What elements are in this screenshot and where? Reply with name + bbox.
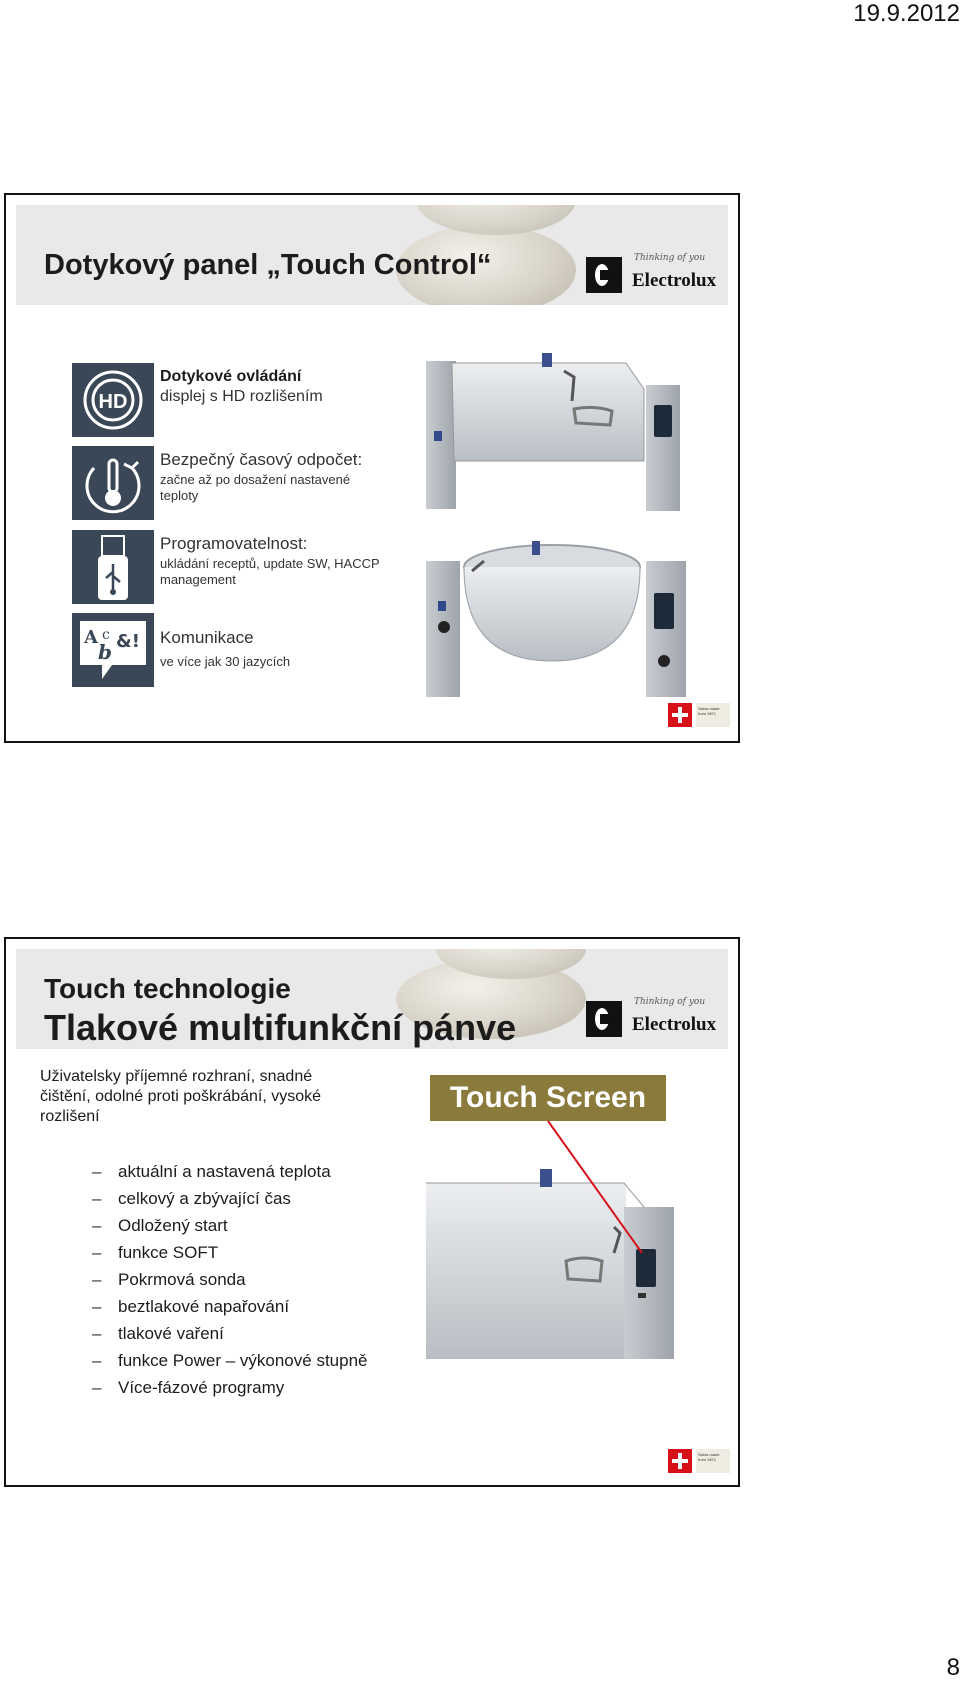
list-item: – Odložený start — [118, 1215, 388, 1236]
feature-timer — [160, 449, 380, 504]
feature-title: Programovatelnost: — [160, 534, 308, 553]
feature-subtitle: displej s HD rozlišením — [160, 388, 323, 405]
language-letters-icon — [72, 613, 154, 687]
kettle-open-image — [424, 531, 692, 701]
list-item: – Pokrmová sonda — [118, 1269, 388, 1290]
feature-title: Bezpečný časový odpočet: — [160, 450, 363, 469]
logo-tagline: Thinking of you — [634, 997, 706, 1007]
swiss-badge: Swiss made from 1871 — [696, 1449, 730, 1473]
feature-programmability — [160, 533, 380, 588]
logo-tagline: Thinking of you — [634, 253, 706, 263]
slide-title: Dotykový panel „Touch Control“ — [44, 249, 492, 281]
feature-title: Dotykové ovládání — [160, 368, 302, 385]
svg-text:b: b — [98, 640, 112, 664]
touch-screen-label: Touch Screen — [430, 1075, 666, 1121]
electrolux-mark-icon — [586, 1001, 622, 1037]
feature-languages — [160, 627, 380, 670]
list-item: – beztlakové napařování — [118, 1296, 388, 1317]
electrolux-logo — [586, 997, 718, 1045]
kettle-closed-image — [424, 343, 692, 513]
slide-touch-control — [4, 193, 740, 743]
electrolux-logo — [586, 253, 718, 301]
intro-text: Uživatelsky příjemné rozhraní, snadné čištění, odolné proti poškrábání, vysoké rozlišení — [40, 1068, 322, 1125]
swiss-flag-icon — [668, 1449, 692, 1473]
svg-text:A: A — [84, 627, 98, 648]
page-number: 8 — [946, 1654, 960, 1681]
svg-text:c: c — [102, 627, 110, 643]
feature-list — [118, 1161, 388, 1404]
list-item: – aktuální a nastavená teplota — [118, 1161, 388, 1182]
list-item: – celkový a zbývající čas — [118, 1188, 388, 1209]
list-item: – funkce SOFT — [118, 1242, 388, 1263]
hd-icon — [72, 363, 154, 437]
usb-icon — [72, 530, 154, 604]
slide-title-line2: Tlakové multifunkční pánve — [44, 1007, 517, 1048]
thermometer-timer-icon — [72, 446, 154, 520]
slide-touch-technology — [4, 937, 740, 1487]
feature-title: Komunikace — [160, 628, 254, 647]
svg-text:HD: HD — [98, 391, 128, 413]
list-item: – Více-fázové programy — [118, 1377, 388, 1398]
kettle-touch-panel-image — [424, 1167, 694, 1363]
slide-header — [16, 205, 728, 305]
feature-text: ve více jak 30 jazycích — [160, 654, 291, 669]
slide-header — [16, 949, 728, 1049]
list-item: – tlakové vaření — [118, 1323, 388, 1344]
slide-title-line1: Touch technologie — [44, 973, 291, 1004]
logo-name: Electrolux — [632, 270, 717, 291]
feature-text: ukládání receptů, update SW, HACCP management — [160, 556, 380, 587]
swiss-flag-icon — [668, 703, 692, 727]
logo-name: Electrolux — [632, 1014, 717, 1035]
list-item: – funkce Power – výkonové stupně — [118, 1350, 388, 1371]
page-date: 19.9.2012 — [853, 0, 960, 27]
svg-text:&!: &! — [116, 631, 140, 652]
swiss-badge: Swiss made from 1871 — [696, 703, 730, 727]
feature-text: začne až po dosažení nastavené teploty — [160, 472, 351, 503]
electrolux-mark-icon — [586, 257, 622, 293]
feature-hd — [160, 367, 323, 407]
